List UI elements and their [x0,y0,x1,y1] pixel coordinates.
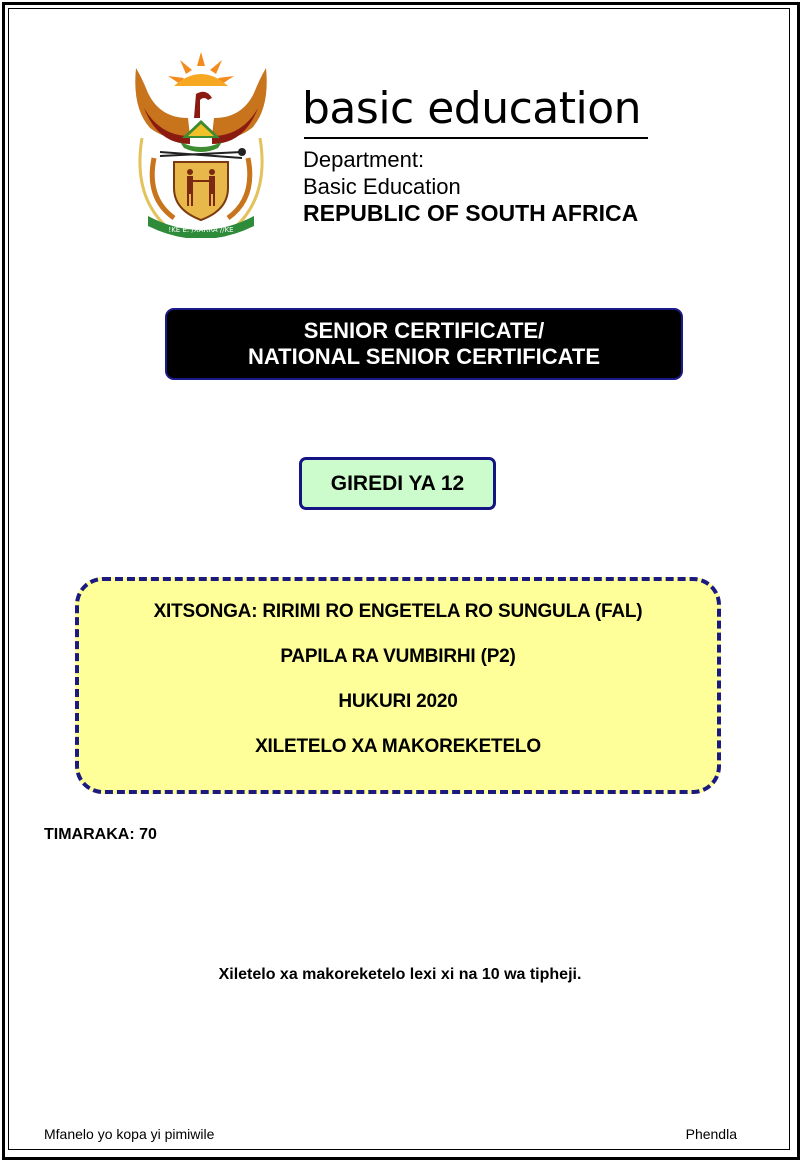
paper-number: PAPILA RA VUMBIRHI (P2) [280,646,516,667]
page-count-note: Xiletelo xa makoreketelo lexi xi na 10 wa tipheji. [218,966,582,983]
certificate-banner [165,308,683,380]
country-name: REPUBLIC OF SOUTH AFRICA [303,200,639,226]
brand-divider [304,137,648,139]
department-label: Department: [303,147,425,172]
subject-info-box [75,577,721,794]
department-name: Basic Education [303,174,461,199]
grade-badge [299,457,496,510]
grade-label: GIREDI YA 12 [330,471,465,495]
turn-over-label: Phendla [685,1126,737,1142]
certificate-line-2: NATIONAL SENIOR CERTIFICATE [248,344,600,369]
south-africa-coat-of-arms-icon [130,48,272,238]
copyright-notice: Mfanelo yo kopa yi pimiwile [44,1126,215,1142]
brand-title: basic education [302,83,642,134]
subject-title: XITSONGA: RIRIMI RO ENGETELA RO SUNGULA (FAL) [153,601,643,622]
document-type: XILETELO XA MAKOREKETELO [255,736,541,757]
exam-date: HUKURI 2020 [338,691,458,712]
certificate-line-1: SENIOR CERTIFICATE/ [303,318,545,343]
total-marks: TIMARAKA: 70 [44,826,157,843]
crest-motto: !KE E: /XARRA //KE [168,226,234,234]
